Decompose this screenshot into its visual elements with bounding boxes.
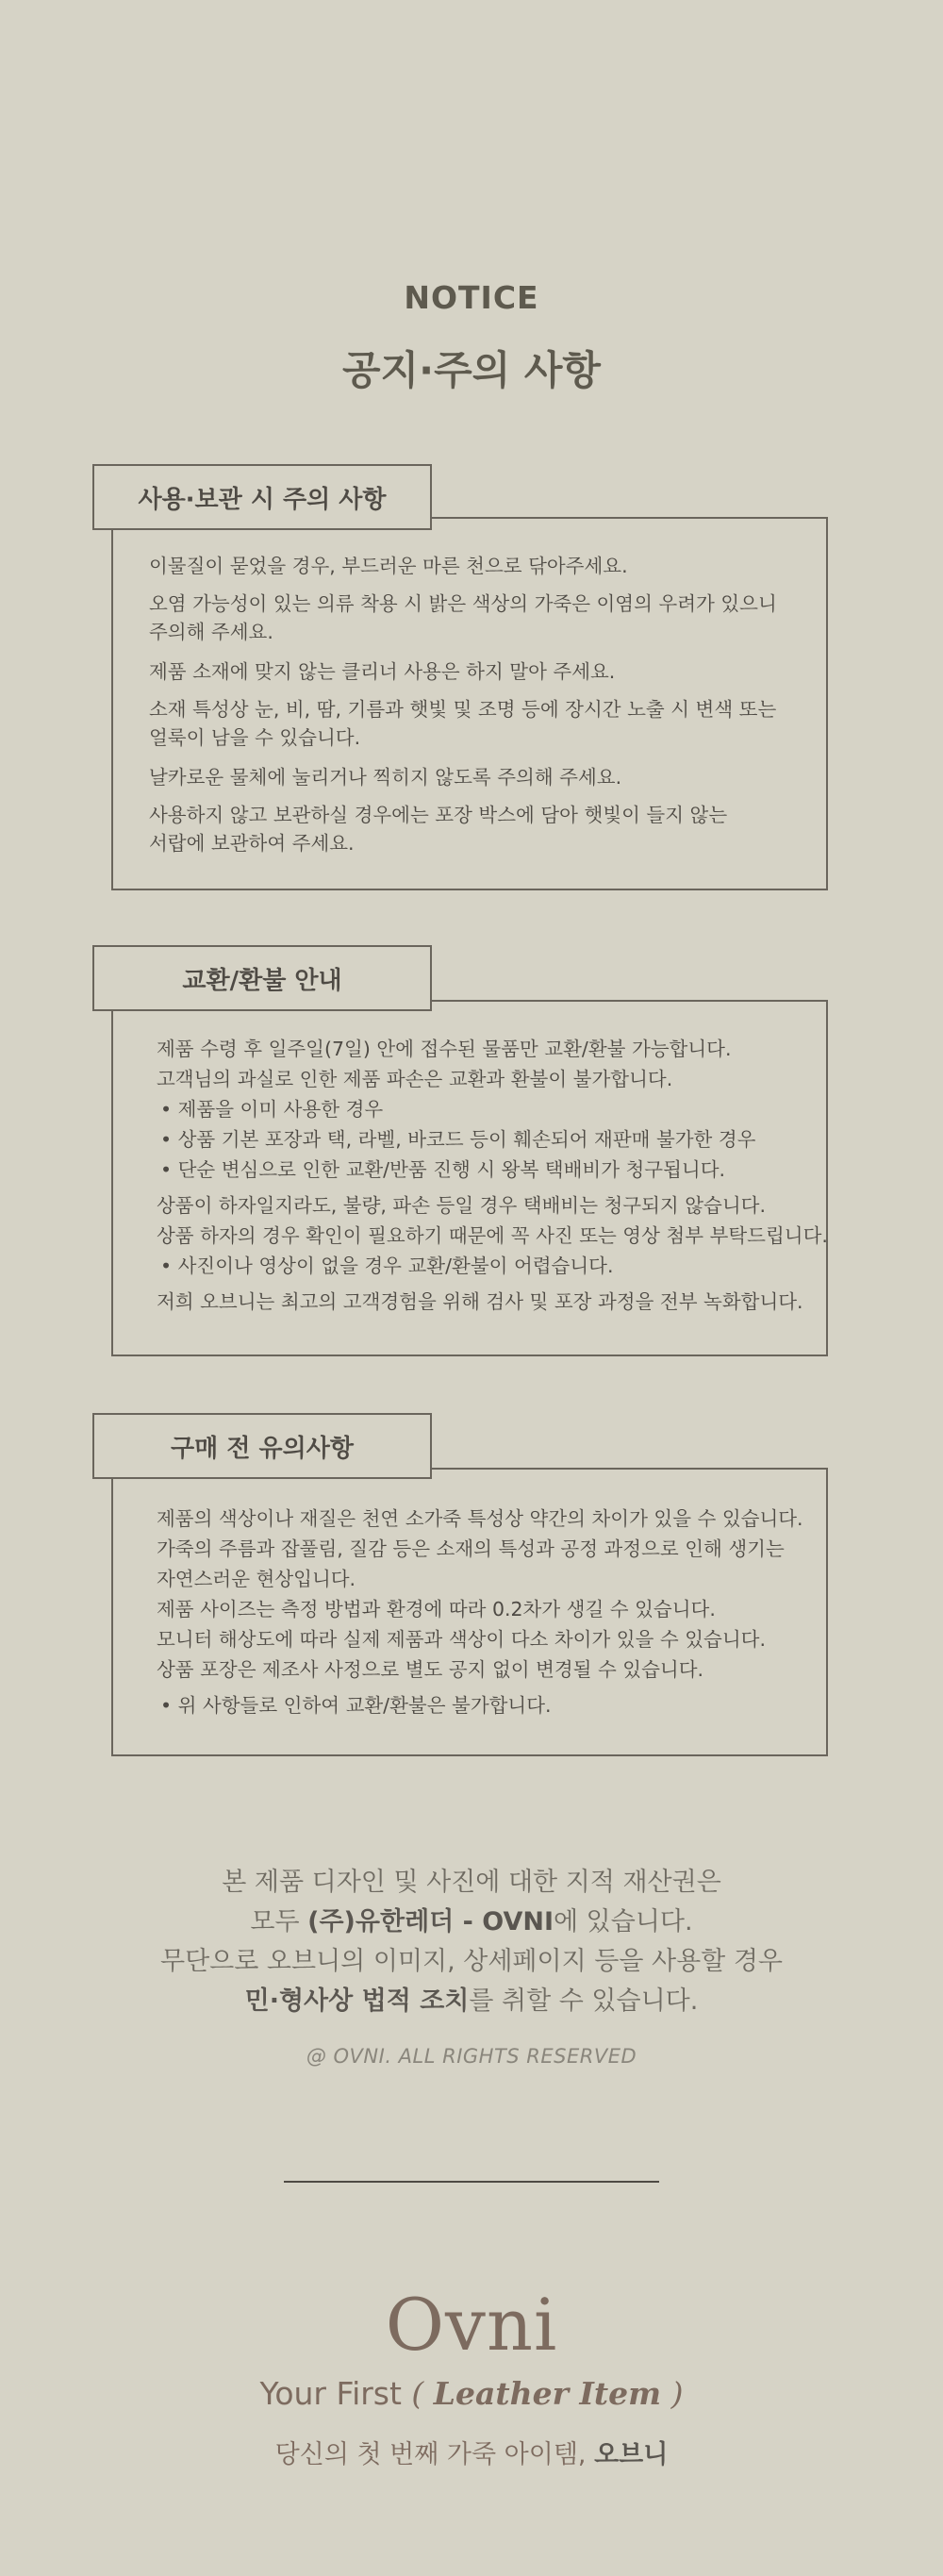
usage-line: 서랍에 보관하여 주세요.: [149, 832, 355, 855]
prepurchase-line: 모니터 해상도에 따라 실제 제품과 색상이 다소 차이가 있을 수 있습니다.: [157, 1628, 766, 1651]
pre-purchase-box: [111, 1468, 828, 1756]
prepurchase-line: 상품 포장은 제조사 사정으로 별도 공지 없이 변경될 수 있습니다.: [157, 1658, 704, 1681]
copyright-line-2-pre: 모두: [250, 1907, 308, 1936]
brand-tagline: [0, 2375, 943, 2412]
exchange-line: 저희 오브니는 최고의 고객경험을 위해 검사 및 포장 과정을 전부 녹화합니다.: [157, 1290, 803, 1313]
exchange-line: • 사진이나 영상이 없을 경우 교환/환불이 어렵습니다.: [160, 1255, 614, 1277]
tagline-paren-close: ): [661, 2375, 684, 2412]
exchange-line: • 제품을 이미 사용한 경우: [160, 1098, 384, 1121]
tagline-pre: Your First: [259, 2375, 412, 2412]
tagline-leather-item: Leather Item: [433, 2375, 662, 2412]
prepurchase-line: 제품 사이즈는 측정 방법과 환경에 따라 0.2차가 생길 수 있습니다.: [157, 1598, 716, 1620]
prepurchase-line: 제품의 색상이나 재질은 천연 소가죽 특성상 약간의 차이가 있을 수 있습니다.: [157, 1507, 803, 1530]
usage-storage-tab: [92, 464, 432, 530]
usage-line: 오염 가능성이 있는 의류 착용 시 밝은 색상의 가죽은 이염의 우려가 있으니: [149, 592, 777, 615]
notice-title-en: NOTICE: [404, 279, 539, 316]
subtag-brand: 오브니: [594, 2440, 669, 2469]
exchange-refund-tab-label: 교환/환불 안내: [182, 966, 342, 995]
copyright-line-2: [0, 1909, 943, 1935]
tagline-paren-open: (: [411, 2375, 434, 2412]
usage-line: 날카로운 물체에 눌리거나 찍히지 않도록 주의해 주세요.: [149, 766, 622, 789]
usage-line: 이물질이 묻었을 경우, 부드러운 마른 천으로 닦아주세요.: [149, 555, 628, 577]
usage-line: 얼룩이 남을 수 있습니다.: [149, 726, 361, 749]
notice-title-ko: 공지·주의 사항: [341, 347, 601, 393]
exchange-refund-box: [111, 1000, 828, 1356]
usage-storage-box: [111, 517, 828, 890]
usage-line: 소재 특성상 눈, 비, 땀, 기름과 햇빛 및 조명 등에 장시간 노출 시 변색 또는: [149, 698, 777, 721]
divider: [284, 2181, 659, 2183]
subtag-pre: 당신의 첫 번째 가죽 아이템,: [274, 2440, 595, 2469]
exchange-line: 상품이 하자일지라도, 불량, 파손 등일 경우 택배비는 청구되지 않습니다.: [157, 1194, 766, 1217]
copyright-company: (주)유한레더 - OVNI: [307, 1907, 554, 1936]
exchange-line: 상품 하자의 경우 확인이 필요하기 때문에 꼭 사진 또는 영상 첨부 부탁드립니다.: [157, 1224, 828, 1247]
ovni-logo: Ovni: [385, 2283, 558, 2367]
usage-line: 사용하지 않고 보관하실 경우에는 포장 박스에 담아 햇빛이 들지 않는: [149, 804, 728, 826]
usage-storage-tab-label: 사용·보관 시 주의 사항: [138, 485, 387, 514]
prepurchase-line: 자연스러운 현상입니다.: [157, 1568, 356, 1590]
brand-subtagline: [0, 2434, 943, 2470]
copyright-line-2-post: 에 있습니다.: [554, 1907, 693, 1936]
copyright-line-4: [0, 1988, 943, 2014]
pre-purchase-tab-label: 구매 전 유의사항: [171, 1434, 354, 1463]
copyright-line-1: 본 제품 디자인 및 사진에 대한 지적 재산권은: [222, 1868, 721, 1897]
exchange-line: • 상품 기본 포장과 택, 라벨, 바코드 등이 훼손되어 재판매 불가한 경우: [160, 1128, 756, 1151]
exchange-refund-tab: [92, 945, 432, 1011]
copyright-line-4-post: 를 취할 수 있습니다.: [469, 1986, 699, 2016]
rights-reserved: @ OVNI. ALL RIGHTS RESERVED: [306, 2045, 637, 2068]
exchange-line: • 단순 변심으로 인한 교환/반품 진행 시 왕복 택배비가 청구됩니다.: [160, 1158, 726, 1181]
usage-line: 제품 소재에 맞지 않는 클리너 사용은 하지 말아 주세요.: [149, 660, 616, 683]
usage-line: 주의해 주세요.: [149, 621, 273, 643]
exchange-line: 고객님의 과실로 인한 제품 파손은 교환과 환불이 불가합니다.: [157, 1068, 673, 1090]
pre-purchase-tab: [92, 1413, 432, 1479]
prepurchase-line: • 위 사항들로 인하여 교환/환불은 불가합니다.: [160, 1694, 552, 1717]
copyright-line-3: 무단으로 오브니의 이미지, 상세페이지 등을 사용할 경우: [160, 1947, 783, 1976]
copyright-legal-action: 민·형사상 법적 조치: [244, 1986, 470, 2016]
exchange-line: 제품 수령 후 일주일(7일) 안에 접수된 물품만 교환/환불 가능합니다.: [157, 1038, 732, 1060]
prepurchase-line: 가죽의 주름과 잡풀림, 질감 등은 소재의 특성과 공정 과정으로 인해 생기는: [157, 1537, 785, 1560]
